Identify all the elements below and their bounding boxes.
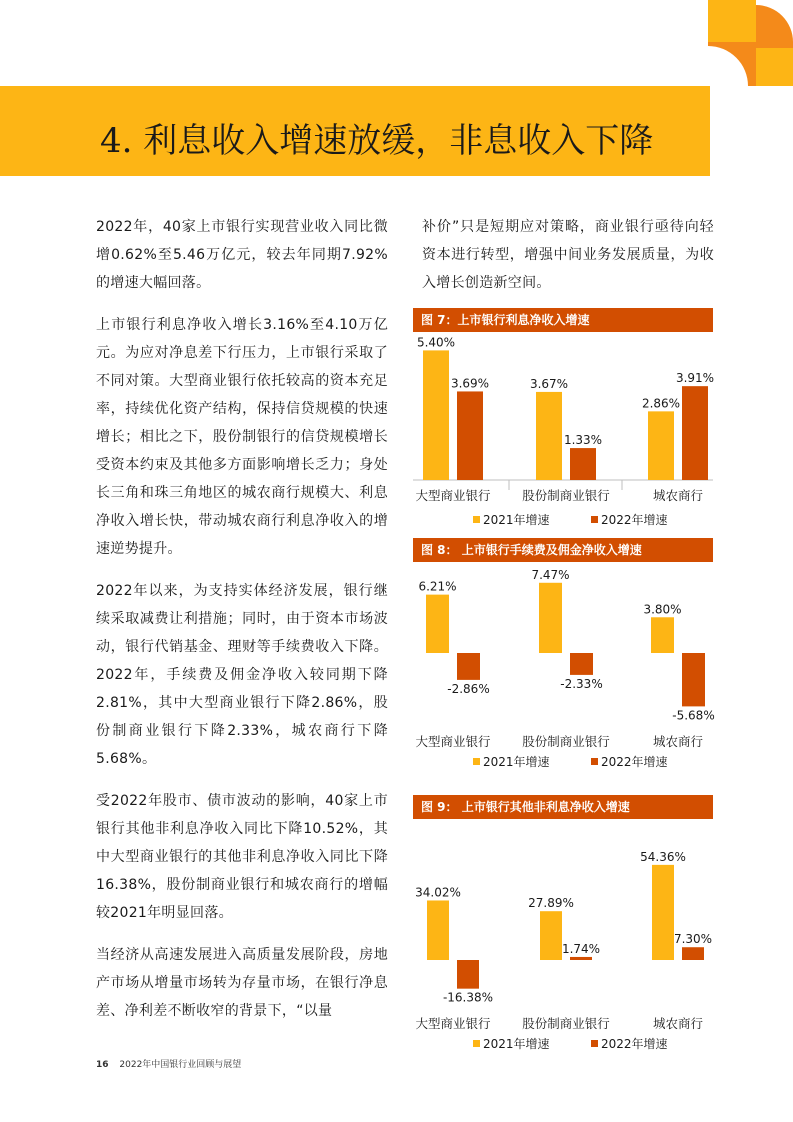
data-label: 3.69% — [450, 376, 490, 391]
footer — [96, 1057, 241, 1070]
figure-7-chart — [413, 336, 713, 532]
paragraph: 2022年，40家上市银行实现营业收入同比微增0.62%至5.46万亿元，较去年同期7.92%的增速大幅回落。 — [96, 219, 388, 291]
data-label: 7.47% — [531, 567, 570, 582]
category-label: 大型商业银行 — [415, 1016, 491, 1031]
data-label: 1.33% — [563, 433, 603, 448]
legend-label: 2021年增速 — [483, 1037, 550, 1051]
data-label: 5.40% — [416, 335, 456, 350]
category-label: 股份制商业银行 — [522, 488, 610, 503]
page-title: 4. 利息收入增速放缓，非息收入下降 — [100, 121, 654, 161]
bar — [426, 595, 449, 653]
bar — [570, 653, 593, 675]
bar — [682, 947, 704, 960]
footer-title: 2022年中国银行业回顾与展望 — [119, 1060, 242, 1070]
figure-8-title: 图 8： 上市银行手续费及佣金净收入增速 — [413, 538, 713, 562]
legend-label: 2021年增速 — [483, 513, 550, 527]
page-number: 16 — [96, 1060, 109, 1070]
category-label: 大型商业银行 — [415, 734, 491, 749]
category-label: 大型商业银行 — [415, 488, 491, 503]
category-label: 城农商行 — [652, 1016, 704, 1031]
legend-label: 2021年增速 — [483, 755, 550, 769]
data-label: 54.36% — [640, 849, 686, 864]
data-label: -5.68% — [672, 708, 715, 723]
bar — [423, 350, 449, 480]
figure-7-title: 图 7：上市银行利息净收入增速 — [413, 308, 713, 332]
legend-swatch — [473, 1040, 480, 1047]
data-label: 34.02% — [415, 885, 461, 900]
bar — [570, 448, 596, 480]
data-label: 7.30% — [673, 932, 713, 947]
bar — [682, 653, 705, 706]
legend-swatch — [591, 758, 598, 765]
bar — [457, 391, 483, 480]
data-label: -2.86% — [447, 681, 490, 696]
data-label: -2.33% — [560, 676, 603, 691]
paragraph: 2022年以来，为支持实体经济发展，银行继续采取减费让利措施；同时，由于资本市场波动，银行代销基金、理财等手续费收入下降。2022年，手续费及佣金净收入较同期下降2.81%，其中大型商业银行下降2.86%，股份制商业银行下降2.33%，城农商行下降5.68%。 — [96, 583, 388, 767]
legend-label: 2022年增速 — [601, 513, 668, 527]
bar — [651, 617, 674, 653]
legend-swatch — [473, 758, 480, 765]
paragraph: 上市银行利息净收入增长3.16%至4.10万亿元。为应对净息差下行压力，上市银行采取了不同对策。大型商业银行依托较高的资本充足率，持续优化资产结构，保持信贷规模的快速增长；相比之下，股份制银行的信贷规模增长受资本约束及其他多方面影响增长乏力；身处长三角和珠三角地区的城农商行规模大、利息净收入增长快，带动城农商行利息净收入的增速逆势提升。 — [96, 317, 388, 557]
bar — [570, 957, 592, 960]
category-label: 城农商行 — [652, 734, 704, 749]
right-column-text — [422, 213, 714, 311]
category-label: 城农商行 — [652, 488, 704, 503]
category-label: 股份制商业银行 — [522, 1016, 610, 1031]
bar — [536, 392, 562, 480]
data-label: 2.86% — [641, 396, 681, 411]
paragraph: 受2022年股市、债市波动的影响，40家上市银行其他非利息净收入同比下降10.52%，其中大型商业银行的其他非利息净收入同比下降16.38%，股份制商业银行和城农商行的增幅较2021年明显回落。 — [96, 793, 388, 921]
legend-swatch — [473, 516, 480, 523]
left-column — [96, 213, 388, 1039]
category-label: 股份制商业银行 — [522, 734, 610, 749]
data-label: 3.80% — [643, 602, 682, 617]
bar — [427, 900, 449, 960]
legend-swatch — [591, 516, 598, 523]
data-label: 3.67% — [529, 376, 569, 391]
figure-8-chart — [413, 564, 713, 774]
paragraph: 当经济从高速发展进入高质量发展阶段，房地产市场从增量市场转为存量市场，在银行净息差、净利差不断收窄的背景下，“以量 — [96, 947, 388, 1019]
corner-decoration — [708, 0, 793, 86]
data-label: -16.38% — [442, 990, 494, 1005]
bar — [540, 911, 562, 960]
bar — [539, 583, 562, 653]
figure-9-chart — [413, 822, 713, 1058]
bar — [457, 653, 480, 680]
figure-9-title: 图 9： 上市银行其他非利息净收入增速 — [413, 795, 713, 819]
bar — [652, 865, 674, 960]
data-label: 27.89% — [528, 896, 574, 911]
paragraph: 补价”只是短期应对策略，商业银行亟待向轻资本进行转型，增强中间业务发展质量，为收入增长创造新空间。 — [422, 219, 714, 291]
bar — [457, 960, 479, 989]
legend-label: 2022年增速 — [601, 1037, 668, 1051]
data-label: 3.91% — [675, 371, 715, 386]
legend-label: 2022年增速 — [601, 755, 668, 769]
data-label: 1.74% — [561, 941, 601, 956]
bar — [648, 411, 674, 480]
data-label: 6.21% — [418, 579, 457, 594]
bar — [682, 386, 708, 480]
legend-swatch — [591, 1040, 598, 1047]
